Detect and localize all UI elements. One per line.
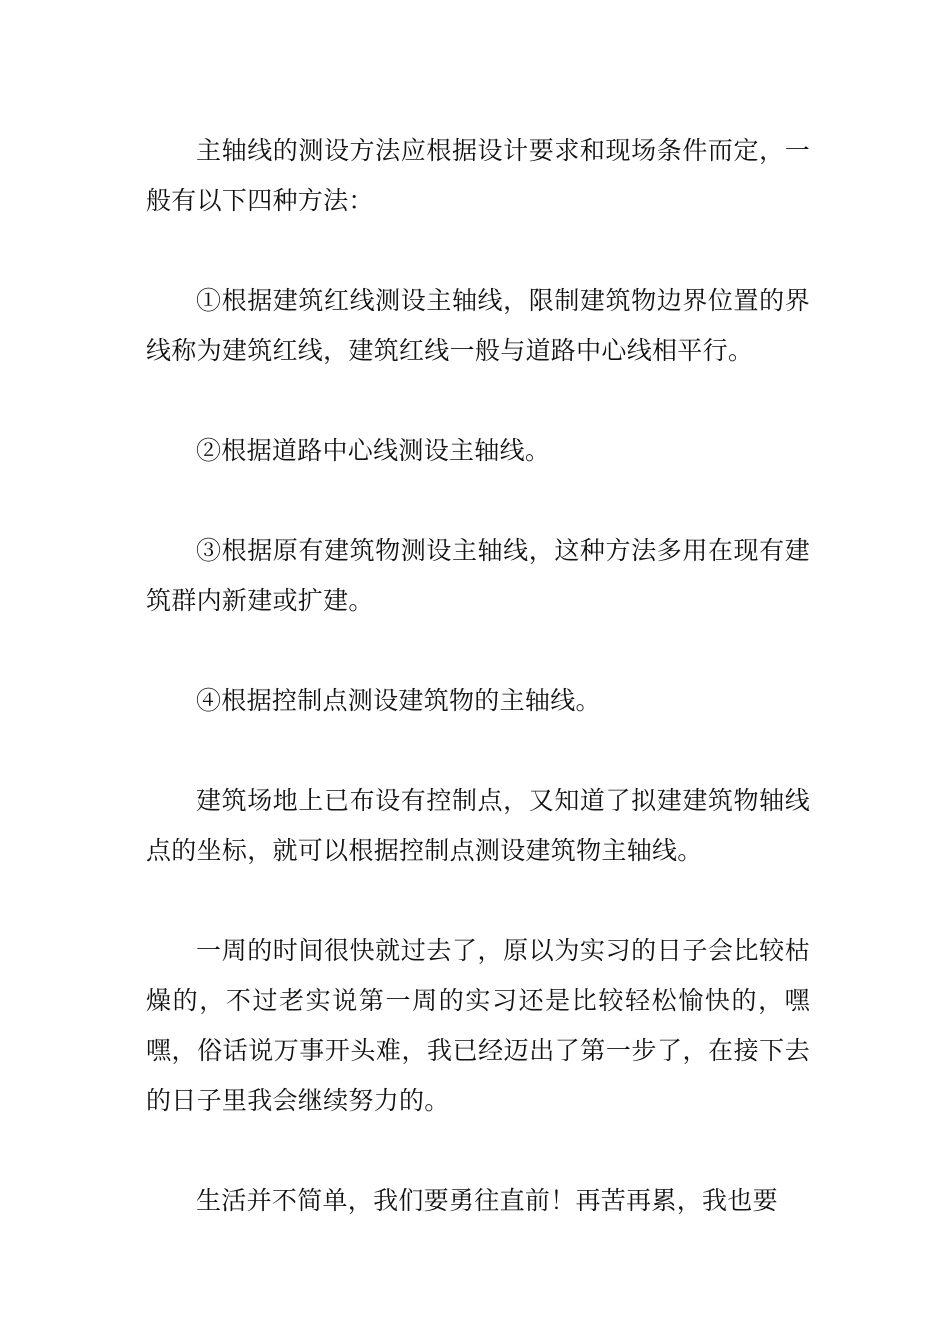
paragraph-method-2-road-centerline: ②根据道路中心线测设主轴线。 — [196, 436, 551, 465]
paragraph-life-not-simple: 生活并不简单，我们要勇往直前！再苦再累，我也要 — [196, 1186, 778, 1215]
paragraph-main-axis-methods: 主轴线的测设方法应根据设计要求和现场条件而定，一般有以下四种方法： — [146, 136, 810, 215]
paragraph-control-points-explanation: 建筑场地上已布设有控制点，又知道了拟建建筑物轴线点的坐标，就可以根据控制点测设建筑物主轴线。 — [146, 786, 810, 865]
paragraph-first-week-reflection: 一周的时间很快就过去了，原以为实习的日子会比较枯燥的，不过老实说第一周的实习还是比较轻松愉快的，嘿嘿，俗话说万事开头难，我已经迈出了第一步了，在接下去的日子里我会继续努力的。 — [146, 936, 810, 1115]
paragraph-method-1-red-line: ①根据建筑红线测设主轴线，限制建筑物边界位置的界线称为建筑红线，建筑红线一般与道路中心线相平行。 — [146, 286, 810, 365]
paragraph-method-3-existing-building: ③根据原有建筑物测设主轴线，这种方法多用在现有建筑群内新建或扩建。 — [146, 536, 810, 615]
paragraph-method-4-control-points: ④根据控制点测设建筑物的主轴线。 — [196, 686, 601, 715]
